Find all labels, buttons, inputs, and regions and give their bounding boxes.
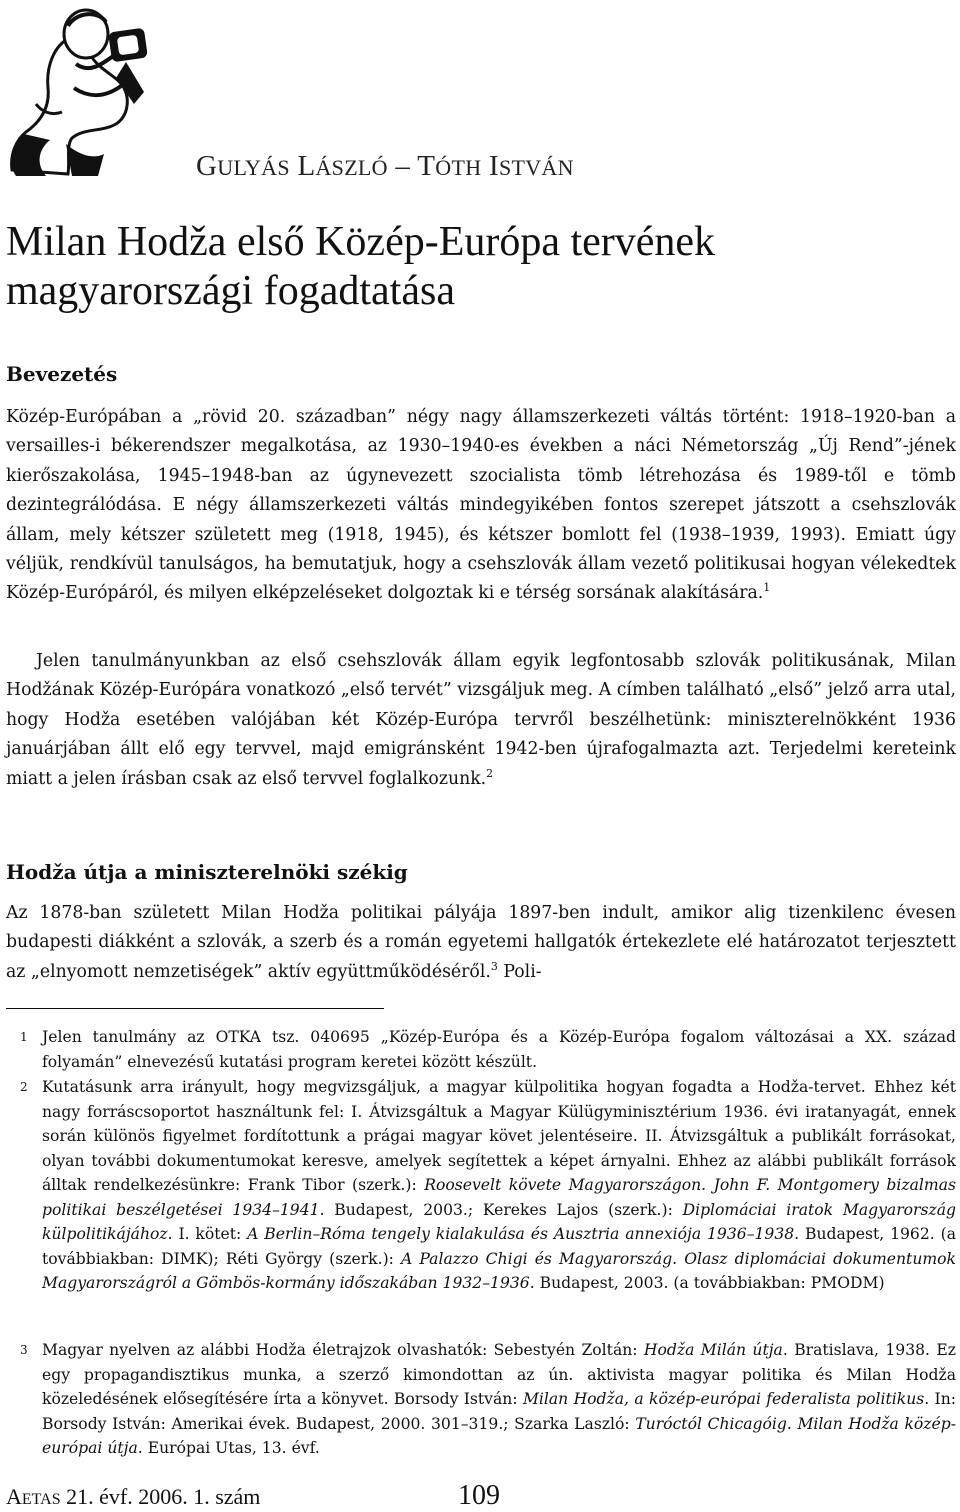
journal-issue-footer: AETAS 21. évf. 2006. 1. szám: [6, 1484, 261, 1509]
page-number: 109: [458, 1480, 500, 1511]
footnote-number: 3: [20, 1343, 28, 1357]
footnote-ref-3: 3: [490, 960, 498, 974]
author-2: TÓTH ISTVÁN: [417, 150, 574, 182]
footnote-number: 2: [20, 1080, 28, 1094]
footnote-ref-2: 2: [486, 766, 494, 780]
article-authors: [196, 150, 574, 183]
footnote-2: 2 Kutatásunk arra irányult, hogy megvizsgáljuk, a magyar külpolitika hogyan fogadta a Hodža-tervet. Ehhez két nagy forráscsoportot használtunk fel: I. Átvizsgáltuk a Magyar Külügyminisztérium 1936. évi iratanyagát, ennek során különös figyelmet fordítottunk a prágai magyar követ jelentéseire. II. Átvizsgáltuk a publikált forrásokat, olyan további dokumentumokat keresve, amelyek segítettek a képet árnyalni. Ehhez az alábbi publikált források álltak rendelkezésünkre: Frank Tibor (szerk.): Roosevelt követe Magyarországon. John F. Montgomery bizalmas politikai beszélgetései 1934–1941. Budapest, 2003.; Kerekes Lajos (szerk.): Diplomáciai iratok Magyarország külpolitikájához. I. kötet: A Berlin–Róma tengely kialakulása és Ausztria annexiója 1936–1938. Budapest, 1962. (a továbbiakban: DIMK); Réti György (szerk.): A Palazzo Chigi és Magyarország. Olasz diplomáciai dokumentumok Magyarországról a Gömbös-kormány időszakában 1932–1936. Budapest, 2003. (a továbbiakban: PMODM): [42, 1075, 956, 1296]
intro-paragraph-2: Jelen tanulmányunkban az első csehszlovák állam egyik legfontosabb szlovák politikusának, Milan Hodžának Közép-Európára vonatkozó „első tervét” vizsgáljuk meg. A címben található „első” jelző arra utal, hogy Hodža esetében valójában két Közép-Európa tervről beszélhetünk: miniszterelnökként 1936 januárjában állt elő egy tervvel, majd emigránsként 1942-ben újrafogalmazta azt. Terjedelmi kereteink miatt a jelen írásban csak az első tervvel foglalkozunk.$^2$: [6, 651, 956, 789]
article-title-line-1: Milan Hodža első Közép-Európa tervének: [6, 219, 716, 265]
footnote-1: 1 Jelen tanulmány az OTKA tsz. 040695 „Közép-Európa és a Közép-Európa fogalom változásai a XX. század folyamán” elnevezésű kutatási program keretei között készült.: [42, 1025, 956, 1074]
intro-paragraph-1: Közép-Európában a „rövid 20. században” négy nagy államszerkezeti váltás történt: 1918–1920-ban a versailles-i békerendszer megalkotása, az 1930–1940-es években a náci Németország „Új Rend”-jének kierőszakolása, 1945–1948-ban az úgynevezett szocialista tömb létrehozása és 1989-től e tömb dezintegrálódása. E négy államszerkezeti váltás mindegyikében fontos szerepet játszott a csehszlovák állam, mely kétszer született meg (1918, 1945), és kétszer bomlott fel (1938–1939, 1993). Emiatt úgy véljük, rendkívül tanulságos, ha bemutatjuk, hogy a csehszlovák állam vezető politikusai hogyan vélekedtek Közép-Európáról, és milyen elképzeléseket dolgoztak ki e térség sorsának alakítására.$^1$: [6, 407, 956, 604]
journal-logo-figure: [6, 4, 174, 182]
footnote-separator: [6, 1008, 384, 1009]
section2-paragraph-1: Az 1878-ban született Milan Hodža politikai pályája 1897-ben indult, amikor alig tizenkilenc évesen budapesti diákként a szlovák, a szerb és a román egyetemi hallgatók értekezlete elé határozatot terjesztett az „elnyomott nemzetiségek” aktív együttműködéséről.$^3$ Poli-: [6, 903, 956, 982]
section-heading-intro: Bevezetés: [6, 362, 118, 386]
footnote-ref-1: 1: [763, 581, 771, 595]
article-title-line-2: magyarországi fogadtatása: [6, 268, 455, 314]
footnote-number: 1: [20, 1030, 28, 1044]
footnote-3: 3 Magyar nyelven az alábbi Hodža életrajzok olvashatók: Sebestyén Zoltán: Hodža Milán útja. Bratislava, 1938. Ez egy propagandisztikus munka, a szerző kimondottan az ún. aktivista magyar politika és Milan Hodža közeledésének elősegítésére írta a könyvet. Borsody István: Milan Hodža, a közép-európai federalista politikus. In: Borsody István: Amerikai évek. Budapest, 2000. 301–319.; Szarka Laszló: Turóctól Chicagóig. Milan Hodža közép-európai útja. Európai Utas, 13. évf.: [42, 1338, 956, 1461]
article-title: [6, 218, 946, 316]
author-1: GULYÁS LÁSZLÓ: [196, 150, 388, 182]
section-heading-hodza-path: Hodža útja a miniszterelnöki székig: [6, 860, 408, 884]
author-separator: –: [395, 150, 411, 182]
